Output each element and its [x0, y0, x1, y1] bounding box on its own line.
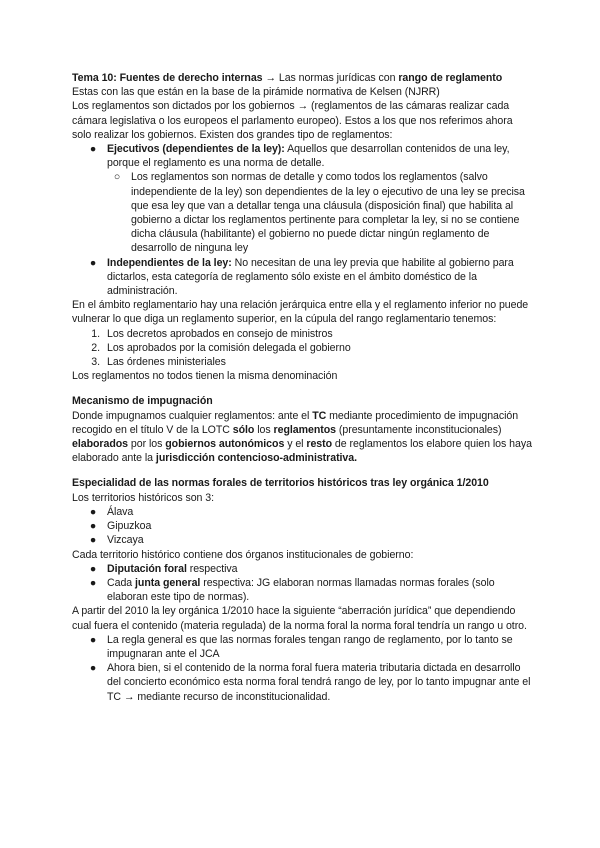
section-2-heading: [72, 394, 532, 408]
ordered-item-text: Las órdenes ministeriales: [107, 356, 226, 369]
ordered-item: [72, 327, 532, 341]
title-arrow-text: → Las normas jurídicas con: [262, 72, 399, 84]
bullet-icon: ●: [89, 576, 97, 589]
text-run: Donde impugnamos cualquier reglamentos: ante el: [72, 409, 313, 422]
bullet-icon: ●: [89, 256, 97, 269]
section-1-title-line: [72, 71, 532, 85]
bullet-icon: ●: [89, 520, 97, 533]
organo-item-junta: [72, 576, 532, 604]
paragraph-jerarquia: En el ámbito reglamentario hay una relación jerárquica entre ella y el reglamento inferior no puede vulnerar lo que diga un reglamento superior, en la cúpula del rango reglamentario tenemos:: [72, 299, 529, 326]
materia-tributaria-text: Ahora bien, si el contenido de la norma foral fuera materia tributaria dictada en desarrollo del concierto económico esta norma foral tendrá rango de ley, por lo tanto impugnar ante el TC → mediante recurso de inconstitucionalidad.: [107, 662, 531, 703]
territory-name: Vizcaya: [107, 534, 144, 547]
text-run: por los: [128, 438, 166, 451]
bold-run: reglamentos: [273, 423, 336, 436]
junta-text: respectiva: JG elaboran normas llamadas normas forales (solo elaboran este tipo de normas).: [107, 576, 495, 604]
detalle-text: Los reglamentos son normas de detalle y como todos los reglamentos (salvo independiente de la ley) son dependientes de la ley o ejecutivo de una ley se precisa que esa ley que van a detallar tenga una cláusula (disposición final) que habilita al gobierno a dictar los reglamentos pertinente para completar la ley, si no se contiene dicha cláusula (habilitante) el gobierno no puede dictar ningún reglamento de desarrollo de ninguna ley: [131, 171, 525, 255]
bold-run: gobiernos autonómicos: [165, 438, 285, 451]
spacer: [72, 383, 532, 394]
bullet-icon: ●: [89, 505, 97, 518]
regla-general-text: La regla general es que las normas forales tengan rango de reglamento, por lo tanto se impugnaran ante el JCA: [107, 633, 513, 660]
territory-item: [72, 533, 532, 547]
territory-name: Gipuzkoa: [107, 520, 152, 533]
independientes-text: No necesitan de una ley previa que habilite al gobierno para dictarlos, esta categoría de reglamento sólo existe en el ámbito doméstico de la administración.: [107, 256, 514, 298]
list-item-ejecutivos: [72, 142, 532, 170]
reglamento-types-list: [72, 142, 532, 298]
diputacion-label: Diputación foral: [107, 562, 187, 575]
territory-item: [72, 519, 532, 533]
bold-run: resto: [306, 438, 333, 451]
bold-run: sólo: [232, 423, 255, 436]
sub-list-item-detalle: [72, 170, 532, 255]
bullet-icon: ●: [89, 662, 97, 675]
ordered-item: [72, 355, 532, 369]
paragraph-aberracion: A partir del 2010 la ley orgánica 1/2010 hace la siguiente “aberración jurídica” que dependiendo cual fuera el contenido (materia regulada) de la norma foral la norma foral tendría un rango u otro.: [72, 605, 527, 632]
organo-item-diputacion: [72, 562, 532, 576]
organos-list: [72, 562, 532, 605]
rango-norma-foral-list: [72, 633, 532, 704]
paragraph-kelsen: Estas con las que están en la base de la pirámide normativa de Kelsen (NJRR): [72, 86, 440, 99]
circle-bullet-icon: ○: [113, 171, 121, 184]
bold-run: TC: [312, 409, 327, 422]
paragraph-organos: Cada territorio histórico contiene dos órganos institucionales de gobierno:: [72, 548, 414, 561]
ordered-item: [72, 341, 532, 355]
text-run: los: [254, 423, 274, 436]
title-bold-end: rango de reglamento: [398, 72, 503, 84]
regla-general-item: [72, 633, 532, 661]
item-number: 1.: [91, 327, 100, 340]
ordered-item-text: Los decretos aprobados en consejo de ministros: [107, 327, 333, 340]
impugnacion-heading: Mecanismo de impugnación: [72, 395, 213, 408]
junta-prefix: Cada: [107, 576, 136, 589]
ordered-item-text: Los aprobados por la comisión delegada el gobierno: [107, 341, 351, 354]
ejecutivos-label: Ejecutivos (dependientes de la ley):: [107, 143, 285, 156]
list-item-independientes: [72, 256, 532, 299]
junta-label: junta general: [135, 576, 201, 589]
paragraph-impugnacion: [72, 409, 532, 466]
ejecutivos-text: Aquellos que desarrollan contenidos de una ley, porque el reglamento es una norma de detalle.: [107, 143, 510, 170]
paragraph-territorios: Los territorios históricos son 3:: [72, 491, 215, 504]
territory-item: [72, 505, 532, 519]
territorios-list: [72, 505, 532, 548]
materia-tributaria-item: [72, 661, 532, 704]
text-run: de reglamentos los elabore quien los haya elaborado ante la: [72, 438, 532, 465]
text-run: y el: [284, 438, 307, 451]
diputacion-text: respectiva: [186, 562, 238, 575]
independientes-label: Independientes de la ley:: [107, 256, 232, 269]
item-number: 2.: [91, 341, 100, 354]
rango-ordered-list: [72, 327, 532, 370]
document-page: [72, 71, 532, 704]
bullet-icon: ●: [89, 562, 97, 575]
item-number: 3.: [91, 356, 100, 369]
spacer: [72, 465, 532, 476]
paragraph-reglamentos-gobiernos: Los reglamentos son dictados por los gobiernos → (reglamentos de las cámaras realizar cada cámara legislativa o los europeos el parlamento europeo). Estos a los que nos referimos ahora solo realizar los gobiernos. Existen dos grandes tipo de reglamentos:: [72, 100, 513, 141]
text-run: mediante procedimiento de impugnación recogido en el título V de la LOTC: [72, 409, 519, 436]
text-run: (presuntamente inconstitucionales): [336, 423, 502, 436]
paragraph-denominacion: Los reglamentos no todos tienen la misma denominación: [72, 370, 338, 383]
bullet-icon: ●: [89, 143, 97, 156]
section-3-heading: [72, 476, 532, 490]
bullet-icon: ●: [89, 534, 97, 547]
bold-run: jurisdicción contencioso-administrativa.: [155, 452, 358, 465]
forales-heading: Especialidad de las normas forales de territorios históricos tras ley orgánica 1/2010: [72, 477, 489, 490]
bold-run: elaborados: [72, 438, 129, 451]
territory-name: Álava: [107, 505, 134, 518]
bullet-icon: ●: [89, 633, 97, 646]
section-1-title: Tema 10: Fuentes de derecho internas: [72, 72, 263, 84]
